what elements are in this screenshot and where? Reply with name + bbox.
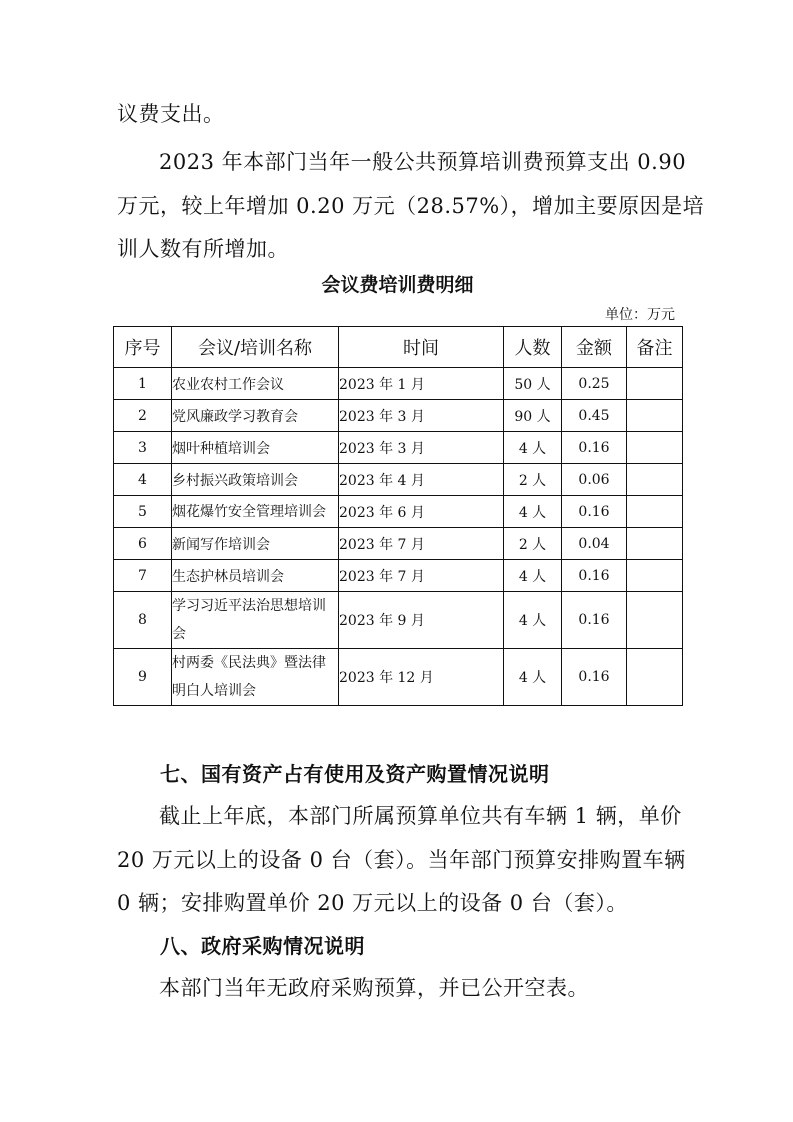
- table-row: [114, 496, 683, 528]
- cell-amount: 0.06: [562, 464, 627, 496]
- cell-time: 2023 年 9 月: [339, 592, 504, 649]
- cell-amount: 0.04: [562, 528, 627, 560]
- table-row: [114, 368, 683, 400]
- cell-name: 乡村振兴政策培训会: [172, 464, 339, 496]
- cell-amount: 0.16: [562, 496, 627, 528]
- header-people: 人数: [504, 327, 562, 368]
- cell-note: [627, 464, 683, 496]
- cell-amount: 0.25: [562, 368, 627, 400]
- cell-note: [627, 400, 683, 432]
- cell-no: 2: [114, 400, 172, 432]
- assets-paragraph-line-3: 0 辆；安排购置单价 20 万元以上的设备 0 台（套）。: [117, 891, 628, 915]
- section-heading-assets: 七、国有资产占有使用及资产购置情况说明: [160, 762, 550, 786]
- cell-no: 3: [114, 432, 172, 464]
- cell-no: 6: [114, 528, 172, 560]
- header-note: 备注: [627, 327, 683, 368]
- cell-no: 7: [114, 560, 172, 592]
- table-header-row: [114, 327, 683, 368]
- cell-people: 50 人: [504, 368, 562, 400]
- cell-amount: 0.16: [562, 592, 627, 649]
- cell-time: 2023 年 3 月: [339, 432, 504, 464]
- table-title: 会议费培训费明细: [321, 274, 474, 296]
- header-no: 序号: [114, 327, 172, 368]
- cell-note: [627, 560, 683, 592]
- training-fee-paragraph-line-3: 训人数有所增加。: [117, 237, 289, 261]
- cell-note: [627, 432, 683, 464]
- table-row: [114, 528, 683, 560]
- cell-time: 2023 年 1 月: [339, 368, 504, 400]
- cell-name: 学习习近平法治思想培训会: [172, 592, 339, 649]
- cell-name: 生态护林员培训会: [172, 560, 339, 592]
- cell-people: 4 人: [504, 592, 562, 649]
- cell-note: [627, 528, 683, 560]
- cell-note: [627, 649, 683, 706]
- table-unit: 单位：万元: [605, 307, 675, 323]
- cell-people: 4 人: [504, 496, 562, 528]
- cell-people: 4 人: [504, 649, 562, 706]
- cell-note: [627, 496, 683, 528]
- table-row: [114, 649, 683, 706]
- cell-people: 2 人: [504, 528, 562, 560]
- cell-name: 烟花爆竹安全管理培训会: [172, 496, 339, 528]
- cell-no: 1: [114, 368, 172, 400]
- cell-no: 9: [114, 649, 172, 706]
- header-time: 时间: [339, 327, 504, 368]
- cell-no: 8: [114, 592, 172, 649]
- cell-time: 2023 年 3 月: [339, 400, 504, 432]
- header-amount: 金额: [562, 327, 627, 368]
- cell-no: 5: [114, 496, 172, 528]
- cell-amount: 0.16: [562, 649, 627, 706]
- cell-no: 4: [114, 464, 172, 496]
- table-row: [114, 400, 683, 432]
- paragraph-continuation: 议费支出。: [117, 102, 225, 126]
- cell-people: 4 人: [504, 560, 562, 592]
- table-row: [114, 560, 683, 592]
- assets-paragraph-line-2: 20 万元以上的设备 0 台（套）。当年部门预算安排购置车辆: [117, 848, 686, 872]
- cell-name: 村两委《民法典》暨法律明白人培训会: [172, 649, 339, 706]
- cell-time: 2023 年 6 月: [339, 496, 504, 528]
- cell-name: 新闻写作培训会: [172, 528, 339, 560]
- cell-time: 2023 年 12 月: [339, 649, 504, 706]
- training-fee-paragraph-line-2: 万元，较上年增加 0.20 万元（28.57%），增加主要原因是培: [117, 194, 705, 218]
- training-fee-paragraph-line-1: 2023 年本部门当年一般公共预算培训费预算支出 0.90: [159, 150, 687, 174]
- assets-paragraph-line-1: 截止上年底，本部门所属预算单位共有车辆 1 辆，单价: [159, 804, 682, 828]
- cell-name: 烟叶种植培训会: [172, 432, 339, 464]
- cell-name: 党风廉政学习教育会: [172, 400, 339, 432]
- cell-people: 4 人: [504, 432, 562, 464]
- cell-name: 农业农村工作会议: [172, 368, 339, 400]
- table-row: [114, 464, 683, 496]
- header-name: 会议/培训名称: [172, 327, 339, 368]
- cell-amount: 0.16: [562, 432, 627, 464]
- section-heading-procurement: 八、政府采购情况说明: [160, 934, 365, 958]
- cell-people: 90 人: [504, 400, 562, 432]
- cell-note: [627, 368, 683, 400]
- procurement-paragraph: 本部门当年无政府采购预算，并已公开空表。: [159, 976, 589, 1000]
- table-row: [114, 432, 683, 464]
- cell-time: 2023 年 7 月: [339, 560, 504, 592]
- cell-amount: 0.45: [562, 400, 627, 432]
- cell-time: 2023 年 7 月: [339, 528, 504, 560]
- cell-people: 2 人: [504, 464, 562, 496]
- table-row: [114, 592, 683, 649]
- cell-note: [627, 592, 683, 649]
- meeting-training-fee-table: [113, 326, 683, 706]
- cell-time: 2023 年 4 月: [339, 464, 504, 496]
- cell-amount: 0.16: [562, 560, 627, 592]
